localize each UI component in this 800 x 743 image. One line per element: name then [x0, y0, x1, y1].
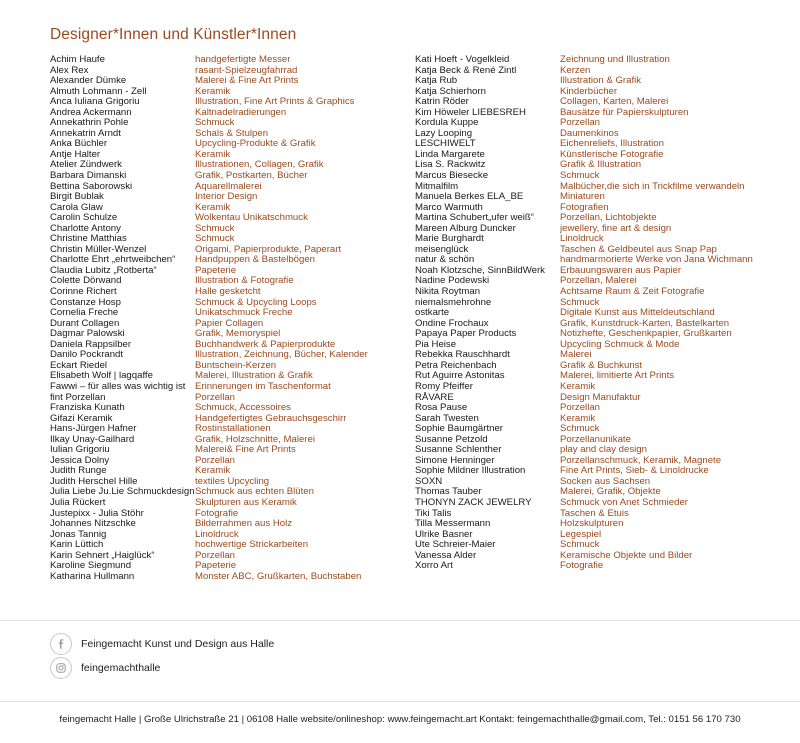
- artist-discipline: Wolkentau Unikatschmuck: [195, 213, 308, 224]
- artist-name: Christine Matthias: [50, 233, 127, 245]
- artist-name: Annekathrin Pohle: [50, 117, 129, 129]
- artist-discipline: Porzellan: [560, 118, 600, 129]
- artist-discipline: Keramik: [560, 381, 596, 392]
- artist-name: Annekatrin Arndt: [50, 127, 121, 139]
- page-title: Designer*Innen und Künstler*Innen: [50, 26, 297, 43]
- list-item: [415, 498, 790, 509]
- artist-name: Susanne Petzold: [415, 433, 488, 445]
- artist-name: Papaya Paper Products: [415, 328, 517, 340]
- artist-discipline: Schmuck & Upcycling Loops: [195, 297, 317, 308]
- artist-discipline: Schmuck: [560, 540, 600, 551]
- artist-discipline: Keramik: [195, 202, 231, 213]
- artist-name: Rebekka Rauschhardt: [415, 349, 510, 361]
- artist-name: THONYN ZACK JEWELRY: [415, 496, 532, 508]
- artist-discipline: Holzskulpturen: [560, 519, 624, 530]
- artist-name: Pia Heise: [415, 338, 457, 350]
- artist-name: LESCHIWELT: [415, 138, 476, 150]
- artist-name: Charlotte Antony: [50, 222, 121, 234]
- artist-name: Karin Sehnert „Haiglück“: [50, 549, 155, 561]
- artist-discipline: handgefertigte Messer: [195, 55, 291, 65]
- artist-name: Katja Rub: [415, 75, 458, 87]
- artist-name: Ulrike Basner: [415, 528, 473, 540]
- artist-list-left: [50, 55, 405, 582]
- artist-name: Ute Schreier-Maier: [415, 539, 496, 551]
- artist-discipline: Schmuck: [560, 297, 600, 308]
- artist-name: Tiki Talis: [415, 507, 452, 519]
- artist-discipline: Schmuck: [195, 234, 235, 245]
- artist-name: Eckart Riedel: [50, 359, 108, 371]
- artist-discipline: Linoldruck: [560, 234, 604, 245]
- artist-name: Judith Herschel Hille: [50, 475, 138, 487]
- artist-name: Judith Runge: [50, 465, 107, 477]
- artist-name: Sarah Twesten: [415, 412, 479, 424]
- artist-discipline: Malerei: [560, 350, 592, 361]
- artist-name: Colette Dörwand: [50, 275, 122, 287]
- artist-name: Corinne Richert: [50, 286, 117, 298]
- artist-discipline: Grafik, Postkarten, Bücher: [195, 171, 308, 182]
- list-item: [415, 466, 790, 477]
- list-item: [415, 393, 790, 404]
- artist-name: Alex Rex: [50, 64, 89, 76]
- artist-name: Mareen Alburg Duncker: [415, 222, 516, 234]
- list-item: [415, 298, 790, 309]
- artist-name: Danilo Pockrandt: [50, 349, 124, 361]
- list-item: [415, 382, 790, 393]
- artist-name: Marie Burghardt: [415, 233, 484, 245]
- artist-discipline: Skulpturen aus Keramik: [195, 497, 297, 508]
- list-item: [50, 572, 405, 583]
- artist-name: Ondine Frochaux: [415, 317, 489, 329]
- artist-name: Rosa Pause: [415, 402, 468, 414]
- artist-name: Jessica Dolny: [50, 454, 110, 466]
- artist-name: Rut Aguirre Astonitas: [415, 370, 505, 382]
- divider-top: [0, 620, 800, 621]
- instagram-label: feingemachthalle: [81, 662, 161, 674]
- list-item: [415, 551, 790, 562]
- artist-discipline: Porzellanschmuck, Keramik, Magnete: [560, 455, 722, 466]
- artist-discipline: Illustration, Zeichnung, Bücher, Kalender: [195, 350, 368, 361]
- artist-name: Ilkay Unay-Gailhard: [50, 433, 135, 445]
- list-item: [50, 382, 405, 393]
- artist-name: niemalsmehrohne: [415, 296, 492, 308]
- artist-discipline: textiles Upcycling: [195, 476, 270, 487]
- artist-discipline: Malerei& Fine Art Prints: [195, 445, 296, 456]
- artist-name: Karin Lüttich: [50, 539, 104, 551]
- artist-discipline: Malerei, Illustration & Grafik: [195, 371, 313, 382]
- artist-discipline: Schmuck: [195, 118, 235, 129]
- list-item: [415, 171, 790, 182]
- artist-name: Elisabeth Wolf | lagqaffe: [50, 370, 153, 382]
- artist-discipline: Buntschein-Kerzen: [195, 360, 277, 371]
- artist-discipline: Keramik: [195, 149, 231, 160]
- artist-name: Kati Hoeft - Vogelkleid: [415, 54, 510, 65]
- artist-name: Nikita Roytman: [415, 286, 481, 298]
- artist-name: Martina Schubert„ufer weiß“: [415, 212, 534, 224]
- artist-discipline: Grafik & Buchkunst: [560, 360, 643, 371]
- artist-discipline: Porzellan: [195, 550, 235, 561]
- footer-contact: feingemacht Halle | Große Ulrichstraße 21 | 06108 Halle website/onlineshop: www.feingemacht.art Kontakt: feingemachthalle@gmail.com, Tel.: 0151 56 170 730: [59, 714, 741, 725]
- artist-discipline: Erinnerungen im Taschenformat: [195, 381, 331, 392]
- artist-discipline: Fine Art Prints, Sieb- & Linoldrucke: [560, 466, 709, 477]
- list-item: [415, 561, 790, 572]
- artist-discipline: Linoldruck: [195, 529, 239, 540]
- artist-discipline: Taschen & Etuis: [560, 508, 629, 519]
- artist-name: Franziska Kunath: [50, 402, 125, 414]
- artist-name: Hans-Jürgen Hafner: [50, 423, 137, 435]
- artist-name: Antje Halter: [50, 148, 101, 160]
- artist-discipline: Aquarellmalerei: [195, 181, 262, 192]
- instagram-link[interactable]: [50, 657, 160, 679]
- artist-name: Nadine Podewski: [415, 275, 490, 287]
- artist-list-right: [415, 55, 790, 572]
- artist-name: Marcus Biesecke: [415, 170, 489, 182]
- artist-discipline: Malerei, limitierte Art Prints: [560, 371, 675, 382]
- artist-discipline: Grafik, Holzschnitte, Malerei: [195, 434, 315, 445]
- artist-name: Noah Klotzsche, SinnBildWerk: [415, 264, 545, 276]
- artist-discipline: Illustration & Grafik: [560, 76, 642, 87]
- artist-name: natur & schön: [415, 254, 475, 266]
- artist-name: Lazy Looping: [415, 127, 473, 139]
- artist-discipline: Interior Design: [195, 192, 258, 203]
- list-item: [415, 403, 790, 414]
- artist-discipline: hochwertige Strickarbeiten: [195, 540, 309, 551]
- artist-discipline: Kerzen: [560, 65, 591, 76]
- artist-name: Bettina Saborowski: [50, 180, 133, 192]
- artist-discipline: Fotografien: [560, 202, 609, 213]
- artist-discipline: Miniaturen: [560, 192, 605, 203]
- artist-name: Anka Büchler: [50, 138, 108, 150]
- artist-name: Constanze Hosp: [50, 296, 121, 308]
- artist-discipline: Fotografie: [560, 561, 604, 572]
- artist-discipline: Schmuck: [560, 171, 600, 182]
- list-item: [415, 87, 790, 98]
- artist-name: Xorro Art: [415, 560, 453, 572]
- artist-name: Claudia Lubitz „Rotberta“: [50, 264, 157, 276]
- artist-discipline: Unikatschmuck Freche: [195, 308, 293, 319]
- artist-name: Jonas Tannig: [50, 528, 107, 540]
- artist-name: Cornelia Freche: [50, 307, 119, 319]
- artist-discipline: Grafik & Illustration: [560, 160, 642, 171]
- artist-name: Vanessa Alder: [415, 549, 477, 561]
- artist-discipline: rasant-Spielzeugfahrrad: [195, 65, 298, 76]
- artist-discipline: Illustrationen, Collagen, Grafik: [195, 160, 324, 171]
- divider-bottom: [0, 701, 800, 702]
- artist-discipline: Schmuck, Accessoires: [195, 403, 291, 414]
- artist-name: Manuela Berkes ELA_BE: [415, 191, 524, 203]
- artist-discipline: Papeterie: [195, 561, 237, 572]
- artist-name: Mitmalfilm: [415, 180, 459, 192]
- artist-name: Katrin Röder: [415, 96, 469, 108]
- artist-discipline: Origami, Papierprodukte, Paperart: [195, 244, 342, 255]
- artist-name: RÅVARE: [415, 391, 454, 403]
- artist-discipline: Papeterie: [195, 265, 237, 276]
- artist-discipline: Malerei & Fine Art Prints: [195, 76, 299, 87]
- artist-discipline: Digitale Kunst aus Mitteldeutschland: [560, 308, 715, 319]
- artist-name: Sophie Baumgärtner: [415, 423, 503, 435]
- artist-discipline: Schmuck: [560, 424, 600, 435]
- artist-discipline: Design Manufaktur: [560, 392, 641, 403]
- artist-discipline: Illustration & Fotografie: [195, 276, 294, 287]
- artist-name: Julia Rückert: [50, 496, 106, 508]
- artist-discipline: Taschen & Geldbeutel aus Snap Pap: [560, 244, 717, 255]
- artist-discipline: jewellery, fine art & design: [560, 223, 672, 234]
- artist-discipline: Porzellan: [560, 403, 600, 414]
- artist-name: Katja Beck & René Zintl: [415, 64, 517, 76]
- list-item: [415, 329, 790, 340]
- artist-discipline: Monster ABC, Grußkarten, Buchstaben: [195, 571, 362, 582]
- artist-discipline: Malerei, Grafik, Objekte: [560, 487, 661, 498]
- artist-name: Dagmar Palowski: [50, 328, 125, 340]
- artist-discipline: Porzellan, Lichtobjekte: [560, 213, 657, 224]
- artist-discipline: Illustration, Fine Art Prints & Graphics: [195, 97, 355, 108]
- artist-discipline: Grafik, Memoryspiel: [195, 329, 281, 340]
- artist-name: Karoline Siegmund: [50, 560, 132, 572]
- facebook-icon: [50, 633, 72, 655]
- artist-name: Katja Schierhorn: [415, 85, 486, 97]
- artist-discipline: Eichenreliefs, Illustration: [560, 139, 664, 150]
- artist-name: Achim Haufe: [50, 54, 105, 65]
- facebook-link[interactable]: [50, 633, 274, 655]
- artist-discipline: Fotografie: [195, 508, 239, 519]
- list-item: [50, 403, 405, 414]
- artist-discipline: Porzellan, Malerei: [560, 276, 637, 287]
- artist-discipline: Buchhandwerk & Papierprodukte: [195, 339, 336, 350]
- artist-name: fint Porzellan: [50, 391, 106, 403]
- artist-name: Romy Pfeiffer: [415, 380, 473, 392]
- artist-name: Petra Reichenbach: [415, 359, 497, 371]
- artist-discipline: Schmuck von Anet Schmieder: [560, 497, 688, 508]
- artist-name: Linda Margarete: [415, 148, 485, 160]
- list-item: [50, 55, 405, 66]
- artist-discipline: Keramik: [195, 466, 231, 477]
- artist-discipline: handmarmorierte Werke von Jana Wichmann: [560, 255, 753, 266]
- artist-name: Johannes Nitzschke: [50, 518, 136, 530]
- artist-discipline: Keramische Objekte und Bilder: [560, 550, 693, 561]
- artist-discipline: Upcycling-Produkte & Grafik: [195, 139, 316, 150]
- artist-name: Julia Liebe Ju.Lie Schmuckdesign: [50, 486, 195, 498]
- artist-name: Charlotte Ehrt „ehrtweibchen“: [50, 254, 176, 266]
- artist-name: Atelier Zündwerk: [50, 159, 122, 171]
- artist-discipline: Porzellan: [195, 392, 235, 403]
- list-item: [415, 234, 790, 245]
- artist-name: Christin Müller-Wenzel: [50, 243, 147, 255]
- list-item: [50, 287, 405, 298]
- artist-name: Tilla Messermann: [415, 518, 491, 530]
- artist-name: Katharina Hullmann: [50, 570, 135, 582]
- artist-name: Daniela Rappsilber: [50, 338, 132, 350]
- artist-discipline: Kinderbücher: [560, 86, 618, 97]
- artist-discipline: Socken aus Sachsen: [560, 476, 651, 487]
- list-item: [50, 171, 405, 182]
- list-item: [50, 192, 405, 203]
- artist-discipline: Upcycling Schmuck & Mode: [560, 339, 680, 350]
- list-item: [50, 498, 405, 509]
- artist-discipline: Zeichnung und Illustration: [560, 55, 670, 65]
- artist-name: Anca Iuliana Grigoriu: [50, 96, 140, 108]
- artist-name: Justepixx - Julia Stöhr: [50, 507, 144, 519]
- artist-discipline: Künstlerische Fotografie: [560, 149, 664, 160]
- artist-discipline: Schals & Stulpen: [195, 128, 269, 139]
- list-item: [50, 530, 405, 541]
- list-item: [50, 139, 405, 150]
- artist-discipline: Bilderrahmen aus Holz: [195, 519, 293, 530]
- instagram-icon: [50, 657, 72, 679]
- artist-name: Susanne Schlenther: [415, 444, 502, 456]
- artist-discipline: play and clay design: [560, 445, 647, 456]
- artist-name: Kim Höweler LIEBESREH: [415, 106, 526, 118]
- artist-discipline: Erbauungswaren aus Papier: [560, 265, 682, 276]
- facebook-label: Feingemacht Kunst und Design aus Halle: [81, 638, 275, 650]
- artist-name: meisenglück: [415, 243, 469, 255]
- artist-name: Alexander Dümke: [50, 75, 127, 87]
- artist-name: Marco Warmuth: [415, 201, 483, 213]
- artist-name: Lisa S. Rackwitz: [415, 159, 486, 171]
- artist-name: Thomas Tauber: [415, 486, 482, 498]
- artist-discipline: Bausätze für Papierskulpturen: [560, 107, 689, 118]
- artist-discipline: Porzellanunikate: [560, 434, 631, 445]
- list-item: [415, 55, 790, 66]
- artist-discipline: Grafik, Kunstdruck-Karten, Bastelkarten: [560, 318, 730, 329]
- artist-discipline: Handgefertigtes Gebrauchsgeschirr: [195, 413, 347, 424]
- artist-discipline: Keramik: [560, 413, 596, 424]
- artist-discipline: Halle gesketcht: [195, 287, 261, 298]
- artist-name: Fawwi – für alles was wichtig ist: [50, 380, 186, 392]
- artist-name: Almuth Lohmann - Zell: [50, 85, 147, 97]
- artist-name: Sophie Mildner Illustration: [415, 465, 526, 477]
- artist-discipline: Collagen, Karten, Malerei: [560, 97, 669, 108]
- list-item: [415, 287, 790, 298]
- artist-discipline: Kaltnadelradierungen: [195, 107, 287, 118]
- artist-name: Andrea Ackermann: [50, 106, 132, 118]
- artist-name: SOXN: [415, 475, 443, 487]
- artist-discipline: Handpuppen & Bastelbögen: [195, 255, 316, 266]
- artist-discipline: Legespiel: [560, 529, 602, 540]
- artist-name: Gifazi Keramik: [50, 412, 113, 424]
- artist-discipline: Keramik: [195, 86, 231, 97]
- artist-name: Durant Collagen: [50, 317, 120, 329]
- artist-discipline: Malbücher,die sich in Trickfilme verwandeln: [560, 181, 745, 192]
- artist-discipline: Schmuck aus echten Blüten: [195, 487, 314, 498]
- artist-name: Kordula Kuppe: [415, 117, 479, 129]
- artist-name: Simone Henninger: [415, 454, 495, 466]
- artist-name: Iulian Grigoriu: [50, 444, 110, 456]
- artist-name: Carolin Schulze: [50, 212, 118, 224]
- artist-name: Birgit Bublak: [50, 191, 104, 203]
- artist-discipline: Notizhefte, Geschenkpapier, Grußkarten: [560, 329, 732, 340]
- artist-discipline: Papier Collagen: [195, 318, 264, 329]
- artist-discipline: Achtsame Raum & Zeit Fotografie: [560, 287, 705, 298]
- list-item: [415, 66, 790, 77]
- artist-discipline: Schmuck: [195, 223, 235, 234]
- artist-name: ostkarte: [415, 307, 450, 319]
- artist-name: Carola Glaw: [50, 201, 103, 213]
- artist-name: Barbara Dimanski: [50, 170, 127, 182]
- artist-discipline: Rostinstallationen: [195, 424, 271, 435]
- artist-discipline: Daumenkinos: [560, 128, 619, 139]
- artist-discipline: Porzellan: [195, 455, 235, 466]
